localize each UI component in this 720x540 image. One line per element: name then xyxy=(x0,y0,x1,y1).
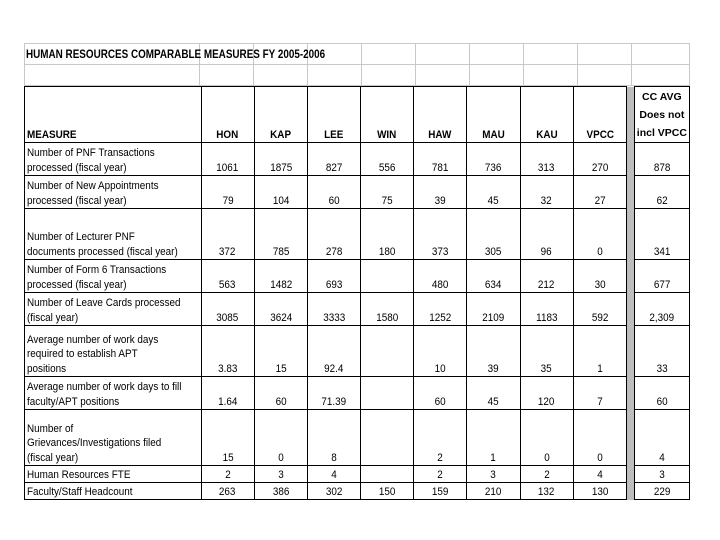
value-cell-lee xyxy=(307,293,360,326)
avg-value: 341 xyxy=(653,245,671,258)
value-cell-win xyxy=(361,176,414,209)
measure-header xyxy=(25,87,202,143)
column-header-label: MAU xyxy=(482,128,505,141)
value-cell-kap xyxy=(254,377,307,410)
value-cell-kap xyxy=(254,209,307,260)
value: 693 xyxy=(325,278,343,291)
value-cell-hon xyxy=(201,483,254,500)
measure-cell xyxy=(25,293,202,326)
value-cell-vpcc xyxy=(573,260,626,293)
value-cell-win xyxy=(361,483,414,500)
value: 3 xyxy=(278,468,284,481)
value-cell-hon xyxy=(201,260,254,293)
value: 60 xyxy=(328,194,340,207)
avg-cell xyxy=(634,483,689,500)
value: 3085 xyxy=(216,311,239,324)
column-header-lee xyxy=(307,87,360,143)
value-cell-mau xyxy=(467,143,520,176)
avg-cell xyxy=(634,176,689,209)
value: 104 xyxy=(272,194,290,207)
value-cell-vpcc xyxy=(573,293,626,326)
value: 60 xyxy=(434,395,446,408)
value: 1.64 xyxy=(218,395,238,408)
value-cell-kap xyxy=(254,176,307,209)
value: 592 xyxy=(591,311,609,324)
value: 4 xyxy=(331,468,337,481)
measure-label: required to establish APT xyxy=(27,348,138,361)
value-cell-win xyxy=(361,260,414,293)
value-cell-hon xyxy=(201,377,254,410)
value-cell-kap xyxy=(254,143,307,176)
value: 372 xyxy=(219,245,236,258)
value-cell-win xyxy=(361,293,414,326)
value-cell-hon xyxy=(201,466,254,483)
value: 305 xyxy=(485,245,502,258)
value-cell-lee xyxy=(307,410,360,466)
measure-cell xyxy=(25,209,202,260)
value: 0 xyxy=(597,245,603,258)
value-cell-kau xyxy=(520,483,573,500)
avg-header xyxy=(634,87,689,143)
value: 1482 xyxy=(269,278,292,291)
value: 278 xyxy=(325,245,343,258)
value: 8 xyxy=(331,451,337,464)
avg-value: 229 xyxy=(653,485,671,498)
value-cell-kau xyxy=(520,466,573,483)
measure-label: positions xyxy=(27,362,67,375)
measure-label: (fiscal year) xyxy=(27,451,79,464)
table-row xyxy=(25,483,690,500)
avg-cell xyxy=(634,209,689,260)
value: 3333 xyxy=(322,311,345,324)
value: 45 xyxy=(487,395,499,408)
value-cell-hon xyxy=(201,143,254,176)
value-cell-haw xyxy=(414,466,467,483)
value-cell-haw xyxy=(414,143,467,176)
value-cell-vpcc xyxy=(573,143,626,176)
value: 2 xyxy=(224,468,231,481)
avg-cell xyxy=(634,377,689,410)
measure-label: Number of Lecturer PNF xyxy=(27,231,135,244)
measure-label: Faculty/Staff Headcount xyxy=(27,485,133,498)
value-cell-win xyxy=(361,326,414,377)
value-cell-lee xyxy=(307,143,360,176)
separator-column xyxy=(627,410,635,466)
measure-label: processed (fiscal year) xyxy=(27,161,127,174)
column-header-vpcc xyxy=(573,87,626,143)
column-header-kau xyxy=(520,87,573,143)
value: 39 xyxy=(487,362,499,375)
table-row xyxy=(25,377,690,410)
measure-cell xyxy=(25,410,202,466)
measure-label: Number of New Appointments xyxy=(27,180,159,193)
measure-header-label: MEASURE xyxy=(27,128,77,141)
value-cell-mau xyxy=(467,466,520,483)
value: 7 xyxy=(597,395,603,408)
avg-cell xyxy=(634,466,689,483)
avg-value: 4 xyxy=(659,451,665,464)
value-cell-lee xyxy=(307,176,360,209)
value: 1 xyxy=(597,362,603,375)
value-cell-lee xyxy=(307,483,360,500)
separator-column xyxy=(627,260,635,293)
value: 30 xyxy=(594,278,606,291)
column-header-label: LEE xyxy=(324,128,344,141)
value-cell-lee xyxy=(307,326,360,377)
value-cell-kap xyxy=(254,293,307,326)
value-cell-vpcc xyxy=(573,176,626,209)
value-cell-kau xyxy=(520,377,573,410)
value: 270 xyxy=(591,161,609,174)
avg-value: 62 xyxy=(656,194,668,207)
measure-label: Number of Leave Cards processed xyxy=(27,297,181,310)
value: 71.39 xyxy=(321,395,347,408)
measure-label: Number of xyxy=(27,422,74,435)
value: 60 xyxy=(275,395,287,408)
value: 302 xyxy=(325,485,343,498)
value: 2 xyxy=(437,468,444,481)
value-cell-haw xyxy=(414,377,467,410)
value-cell-hon xyxy=(201,293,254,326)
value: 827 xyxy=(325,161,343,174)
value: 634 xyxy=(485,278,502,291)
table-title: HUMAN RESOURCES COMPARABLE MEASURES FY 2005-2006 xyxy=(26,49,326,61)
avg-value: 33 xyxy=(656,362,668,375)
header-row xyxy=(25,87,690,143)
separator-column xyxy=(627,326,635,377)
value-cell-kau xyxy=(520,293,573,326)
separator-column xyxy=(627,377,635,410)
measure-label: Number of Form 6 Transactions xyxy=(27,264,167,277)
value-cell-win xyxy=(361,466,414,483)
value: 0 xyxy=(543,451,550,464)
value: 556 xyxy=(378,161,396,174)
value-cell-vpcc xyxy=(573,326,626,377)
separator-column xyxy=(627,87,635,143)
value: 79 xyxy=(222,194,234,207)
measure-label: processed (fiscal year) xyxy=(27,194,127,207)
column-header-kap xyxy=(254,87,307,143)
separator-column xyxy=(627,176,635,209)
value-cell-win xyxy=(361,410,414,466)
table-row xyxy=(25,209,690,260)
value: 2 xyxy=(543,468,550,481)
value-cell-win xyxy=(361,143,414,176)
value: 120 xyxy=(538,395,555,408)
measure-label: Average number of work days to fill xyxy=(27,381,182,394)
avg-cell xyxy=(634,143,689,176)
value-cell-mau xyxy=(467,293,520,326)
value-cell-vpcc xyxy=(573,377,626,410)
value: 373 xyxy=(432,245,449,258)
separator-column xyxy=(627,483,635,500)
measure-cell xyxy=(25,466,202,483)
value: 180 xyxy=(378,245,396,258)
table-row xyxy=(25,143,690,176)
measure-cell xyxy=(25,326,202,377)
column-header-label: KAU xyxy=(535,128,558,141)
value-cell-hon xyxy=(201,410,254,466)
table-row xyxy=(25,410,690,466)
value-cell-kau xyxy=(520,326,573,377)
measure-cell xyxy=(25,260,202,293)
value: 150 xyxy=(378,485,396,498)
separator-column xyxy=(627,466,635,483)
value-cell-kau xyxy=(520,410,573,466)
avg-header-line: Does not xyxy=(639,108,685,121)
value-cell-haw xyxy=(414,483,467,500)
table-row xyxy=(25,260,690,293)
value: 1183 xyxy=(535,311,558,324)
value-cell-vpcc xyxy=(573,466,626,483)
measure-cell xyxy=(25,377,202,410)
value-cell-haw xyxy=(414,326,467,377)
value-cell-vpcc xyxy=(573,209,626,260)
value: 92.4 xyxy=(324,362,344,375)
spreadsheet xyxy=(24,43,690,498)
avg-value: 878 xyxy=(653,161,671,174)
column-header-label: WIN xyxy=(377,128,397,141)
value: 0 xyxy=(597,451,603,464)
value-cell-win xyxy=(361,377,414,410)
avg-value: 60 xyxy=(656,395,668,408)
value: 480 xyxy=(432,278,449,291)
value-cell-kap xyxy=(254,326,307,377)
measure-label: faculty/APT positions xyxy=(27,395,120,408)
value: 2109 xyxy=(482,311,505,324)
value-cell-vpcc xyxy=(573,410,626,466)
table-row xyxy=(25,176,690,209)
value-cell-kau xyxy=(520,143,573,176)
measure-label: (fiscal year) xyxy=(27,311,79,324)
value: 3.83 xyxy=(218,362,238,375)
separator-column xyxy=(627,143,635,176)
value-cell-mau xyxy=(467,209,520,260)
column-header-label: KAP xyxy=(270,128,292,141)
value-cell-vpcc xyxy=(573,483,626,500)
value-cell-mau xyxy=(467,377,520,410)
value: 3 xyxy=(490,468,497,481)
value: 75 xyxy=(381,194,393,207)
value-cell-kap xyxy=(254,483,307,500)
column-header-win xyxy=(361,87,414,143)
value-cell-hon xyxy=(201,209,254,260)
value: 263 xyxy=(219,485,236,498)
avg-cell xyxy=(634,293,689,326)
value: 1252 xyxy=(429,311,452,324)
value-cell-hon xyxy=(201,176,254,209)
value-cell-kap xyxy=(254,410,307,466)
value-cell-lee xyxy=(307,209,360,260)
value: 212 xyxy=(538,278,555,291)
value-cell-lee xyxy=(307,377,360,410)
value-cell-mau xyxy=(467,326,520,377)
column-header-label: HON xyxy=(216,128,239,141)
value: 210 xyxy=(485,485,502,498)
value-cell-kap xyxy=(254,260,307,293)
value-cell-lee xyxy=(307,466,360,483)
value: 2 xyxy=(437,451,444,464)
value-cell-haw xyxy=(414,293,467,326)
measure-label: processed (fiscal year) xyxy=(27,278,127,291)
value: 130 xyxy=(591,485,609,498)
measure-label: Grievances/Investigations filed xyxy=(27,437,162,450)
measure-cell xyxy=(25,176,202,209)
avg-header-line: CC AVG xyxy=(642,90,682,103)
value: 313 xyxy=(538,161,555,174)
value-cell-lee xyxy=(307,260,360,293)
value: 1061 xyxy=(216,161,239,174)
value: 27 xyxy=(594,194,606,207)
value: 1875 xyxy=(269,161,292,174)
value: 15 xyxy=(275,362,287,375)
value: 96 xyxy=(541,245,553,258)
measure-cell xyxy=(25,483,202,500)
value: 386 xyxy=(272,485,290,498)
value: 32 xyxy=(541,194,553,207)
value: 35 xyxy=(541,362,553,375)
value: 159 xyxy=(432,485,449,498)
avg-cell xyxy=(634,260,689,293)
value: 736 xyxy=(485,161,502,174)
table-row xyxy=(25,326,690,377)
value-cell-haw xyxy=(414,176,467,209)
separator-column xyxy=(627,209,635,260)
column-header-haw xyxy=(414,87,467,143)
avg-cell xyxy=(634,410,689,466)
value-cell-haw xyxy=(414,410,467,466)
avg-value: 3 xyxy=(659,468,665,481)
value: 45 xyxy=(487,194,499,207)
value: 785 xyxy=(272,245,290,258)
value: 0 xyxy=(278,451,284,464)
measure-label: documents processed (fiscal year) xyxy=(27,245,178,258)
measures-table xyxy=(24,86,690,500)
value-cell-hon xyxy=(201,326,254,377)
value-cell-win xyxy=(361,209,414,260)
avg-header-line: incl VPCC xyxy=(636,126,687,139)
value-cell-mau xyxy=(467,483,520,500)
value-cell-haw xyxy=(414,209,467,260)
value: 781 xyxy=(432,161,449,174)
value-cell-mau xyxy=(467,260,520,293)
measure-label: Number of PNF Transactions xyxy=(27,147,155,160)
measure-cell xyxy=(25,143,202,176)
value-cell-mau xyxy=(467,176,520,209)
measure-label: Average number of work days xyxy=(27,333,159,346)
value: 3624 xyxy=(269,311,292,324)
avg-value: 677 xyxy=(653,278,671,291)
value-cell-kau xyxy=(520,176,573,209)
value: 4 xyxy=(597,468,603,481)
separator-column xyxy=(627,293,635,326)
column-header-mau xyxy=(467,87,520,143)
value: 1580 xyxy=(376,311,399,324)
value: 563 xyxy=(219,278,236,291)
value: 15 xyxy=(222,451,234,464)
measure-label: Human Resources FTE xyxy=(27,468,131,481)
value: 1 xyxy=(490,451,497,464)
value-cell-haw xyxy=(414,260,467,293)
value-cell-kau xyxy=(520,209,573,260)
value: 10 xyxy=(434,362,446,375)
value: 132 xyxy=(538,485,555,498)
value-cell-mau xyxy=(467,410,520,466)
value-cell-kau xyxy=(520,260,573,293)
table-row xyxy=(25,293,690,326)
column-header-label: VPCC xyxy=(586,128,614,141)
table-row xyxy=(25,466,690,483)
value: 39 xyxy=(434,194,446,207)
column-header-label: HAW xyxy=(428,128,452,141)
column-header-hon xyxy=(201,87,254,143)
avg-value: 2,309 xyxy=(649,311,675,324)
value-cell-kap xyxy=(254,466,307,483)
avg-cell xyxy=(634,326,689,377)
